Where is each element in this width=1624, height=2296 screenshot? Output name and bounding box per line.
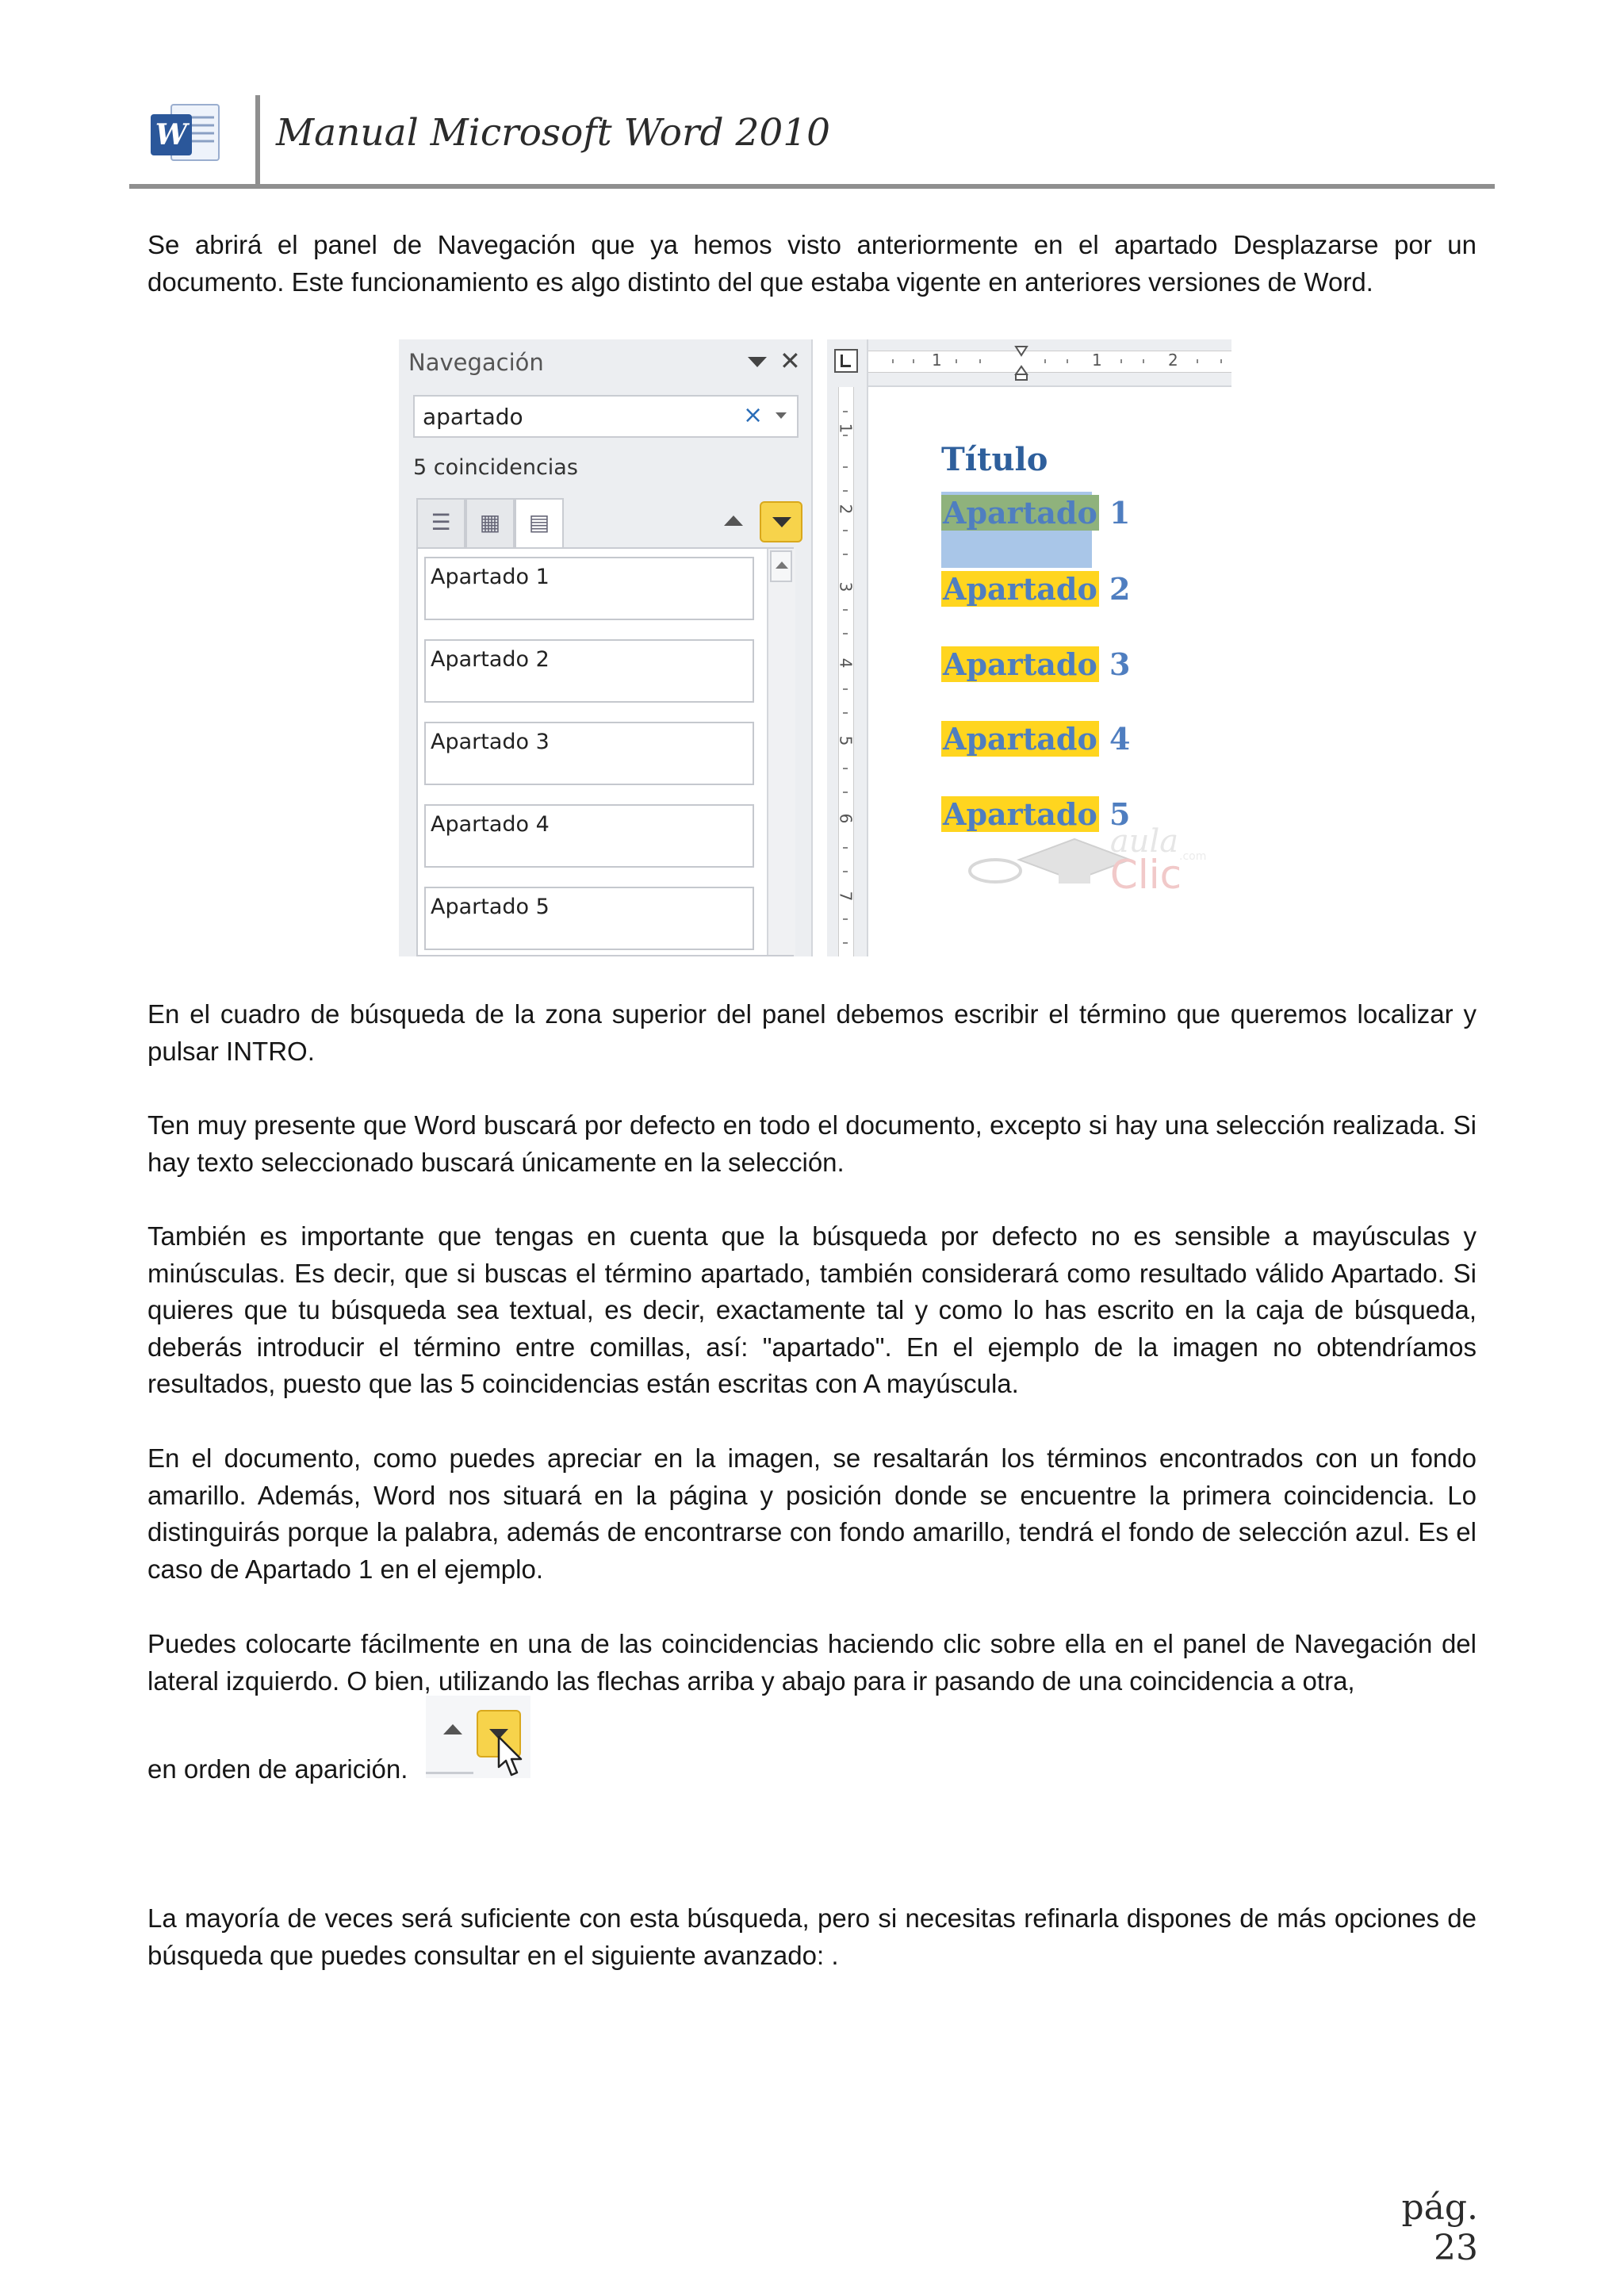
- watermark-small: .com: [1179, 850, 1207, 863]
- arrow-up-icon[interactable]: [443, 1724, 462, 1734]
- paragraph-5: En el documento, como puedes apreciar en la imagen, se resaltarán los términos encontrados con un fondo amarillo. Además, Word nos situará en la página y posición donde se encuentre la primera coincidencia. Lo distinguirás porque la palabra, además de encontrarse con fondo amarillo, tendrá el fondo de selección azul. Es el caso de Apartado 1 en el ejemplo.: [147, 1443, 1477, 1584]
- pane-options-icon[interactable]: [748, 357, 767, 367]
- ruler-label: 7: [836, 891, 856, 902]
- inline-arrows-screenshot: [426, 1696, 530, 1778]
- ruler-label: 6: [836, 813, 856, 824]
- ruler-label: 1: [836, 423, 856, 434]
- ruler-label: 1: [1092, 351, 1102, 370]
- header-title: Manual Microsoft Word 2010: [276, 111, 831, 155]
- previous-result-icon[interactable]: [724, 516, 743, 526]
- paragraph-7: La mayoría de veces será suficiente con esta búsqueda, pero si necesitas refinarla dispones de más opciones de búsqueda que puedes consultar en el siguiente avanzado: .: [147, 1903, 1477, 1970]
- match-count: 5 coincidencias: [413, 455, 578, 480]
- scroll-up-button[interactable]: [770, 550, 792, 582]
- header-rule: [129, 184, 1495, 189]
- tab-selector-icon[interactable]: [834, 349, 858, 373]
- result-label: Apartado 3: [431, 730, 550, 754]
- document-heading[interactable]: [941, 721, 1130, 757]
- paragraph-6: Puedes colocarte fácilmente en una de las coincidencias haciendo clic sobre ella en el panel de Navegación del lateral izquierdo. O bien, utilizando las flechas arriba y abajo para ir pasando de una coincidencia a otra,: [147, 1629, 1477, 1696]
- highlighted-match: Apartado: [943, 796, 1097, 832]
- heading-number: 5: [1109, 796, 1131, 832]
- svg-text:W: W: [155, 118, 188, 151]
- next-result-button[interactable]: [760, 501, 802, 542]
- tab-headings-icon[interactable]: ☰: [416, 498, 465, 547]
- word-logo: [147, 100, 224, 167]
- arrow-up-icon: [776, 562, 788, 569]
- mouse-pointer-icon: [496, 1735, 524, 1778]
- header-divider: [255, 95, 260, 186]
- ruler-label: 5: [836, 735, 856, 746]
- result-item[interactable]: [424, 722, 754, 785]
- heading-number: 3: [1109, 646, 1131, 682]
- document-title: Título: [941, 441, 1048, 478]
- paragraph-4: También es importante que tengas en cuenta que la búsqueda por defecto no es sensible a mayúsculas y minúsculas. Es decir, que si buscas el término apartado, también considerará como resultado válido Apartado. Si quieres que tu búsqueda sea textual, es decir, exactamente tal y como lo has escrito en la caja de búsqueda, deberás introducir el término entre comillas, así: "apartado". En el ejemplo de la imagen no obtendríamos resultados, puesto que las 5 coincidencias están escritas con A mayúscula.: [147, 1221, 1477, 1398]
- document-page: [868, 387, 1231, 956]
- paragraph-3: Ten muy presente que Word buscará por defecto en todo el documento, excepto si hay una selección realizada. Si hay texto seleccionado buscará únicamente en la selección.: [147, 1110, 1477, 1177]
- result-item[interactable]: [424, 639, 754, 703]
- result-item[interactable]: [424, 557, 754, 620]
- results-list: [416, 547, 794, 956]
- result-item[interactable]: [424, 887, 754, 950]
- divider: [426, 1772, 473, 1774]
- ruler-label: 2: [1168, 351, 1178, 370]
- navigation-panel-screenshot: [399, 339, 1231, 956]
- highlighted-match: Apartado: [943, 571, 1097, 607]
- close-icon[interactable]: ✕: [779, 346, 801, 376]
- paragraph-6-end: en orden de aparición.: [147, 1754, 408, 1784]
- search-options-icon[interactable]: [776, 412, 787, 419]
- result-label: Apartado 5: [431, 895, 550, 919]
- paragraph-2: En el cuadro de búsqueda de la zona superior del panel debemos escribir el término que queremos localizar y pulsar INTRO.: [147, 999, 1477, 1066]
- clear-search-icon[interactable]: ×: [743, 401, 764, 429]
- result-label: Apartado 1: [431, 565, 550, 589]
- search-value: apartado: [423, 404, 523, 430]
- aulaclic-watermark: [963, 784, 1207, 898]
- highlighted-match: Apartado: [943, 721, 1097, 757]
- indent-marker-icon[interactable]: [1015, 346, 1028, 381]
- page-number: pág. 23: [1401, 2187, 1478, 2268]
- watermark-top: aula: [1109, 823, 1179, 860]
- nav-pane-title: Navegación: [408, 349, 544, 376]
- result-label: Apartado 2: [431, 647, 550, 672]
- arrow-down-icon: [772, 517, 791, 527]
- paragraph-1: Se abrirá el panel de Navegación que ya hemos visto anteriormente en el apartado Desplazarse por un documento. Este funcionamiento es algo distinto del que estaba vigente en anteriores versiones de Word.: [147, 230, 1477, 297]
- results-scrollbar[interactable]: [767, 549, 795, 955]
- search-input[interactable]: [413, 395, 799, 438]
- ruler-label: 4: [836, 657, 856, 669]
- tab-pages-icon[interactable]: ▦: [465, 498, 515, 547]
- watermark-bottom: Clic: [1109, 852, 1182, 898]
- navigation-pane: [399, 339, 813, 956]
- tab-results-icon[interactable]: ▤: [515, 498, 564, 550]
- document-heading[interactable]: [941, 571, 1130, 607]
- ruler-label: 2: [836, 504, 856, 515]
- document-heading[interactable]: [941, 646, 1130, 682]
- heading-number: 1: [1109, 495, 1131, 531]
- highlighted-match: Apartado: [943, 495, 1097, 531]
- heading-number: 4: [1109, 721, 1131, 757]
- vertical-ruler: [827, 339, 868, 956]
- tab-stop-mark: [841, 355, 851, 367]
- horizontal-ruler: [868, 339, 1231, 387]
- result-item[interactable]: [424, 804, 754, 868]
- highlighted-match: Apartado: [943, 646, 1097, 682]
- ruler-label: 3: [836, 581, 856, 592]
- heading-number: 2: [1109, 571, 1131, 607]
- result-label: Apartado 4: [431, 812, 550, 837]
- document-heading[interactable]: [941, 495, 1130, 531]
- ruler-label: 1: [932, 351, 942, 370]
